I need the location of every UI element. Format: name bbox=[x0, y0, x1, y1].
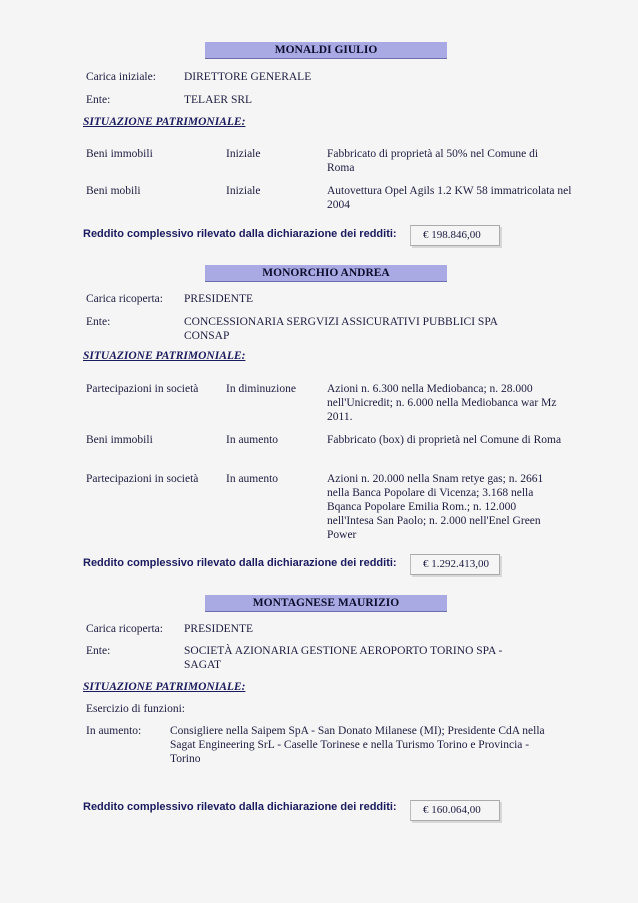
section-1-income-value: € 198.846,00 bbox=[410, 225, 500, 246]
section-2-asset-1-type: Partecipazioni in società bbox=[86, 383, 199, 395]
section-2-asset-2-desc: Fabbricato (box) di proprietà nel Comune di Roma bbox=[327, 434, 562, 446]
section-2-income-value: € 1.292.413,00 bbox=[410, 554, 500, 575]
section-1-name: MONALDI GIULIO bbox=[205, 42, 447, 59]
section-1-assets-header: SITUAZIONE PATRIMONIALE: bbox=[83, 116, 246, 128]
section-3-increase-desc: Consigliere nella Saipem SpA - San Donato Milanese (MI); Presidente CdA nella Sagat Engineering SrL - Caselle Torinese e nella Turismo Torino e Provincia - Torino bbox=[170, 725, 545, 765]
section-1-asset-2-status: Iniziale bbox=[226, 185, 261, 197]
section-2-income-label: Reddito complessivo rilevato dalla dichiarazione dei redditi: bbox=[83, 557, 397, 569]
section-2-asset-2-type: Beni immobili bbox=[86, 434, 153, 446]
section-1-entity-value: TELAER SRL bbox=[184, 94, 253, 106]
section-1-asset-1-desc: Fabbricato di proprietà al 50% nel Comune di Roma bbox=[327, 148, 539, 174]
section-3-income-value: € 160.064,00 bbox=[410, 800, 500, 821]
section-2-role-label: Carica ricoperta: bbox=[86, 293, 163, 305]
section-2-asset-2-status: In aumento bbox=[226, 434, 279, 446]
section-3-entity-value: SOCIETÀ AZIONARIA GESTIONE AEROPORTO TORINO SPA - SAGAT bbox=[184, 645, 503, 671]
section-2-name: MONORCHIO ANDREA bbox=[205, 265, 447, 282]
section-1-asset-1-type: Beni immobili bbox=[86, 148, 153, 160]
section-1-entity-label: Ente: bbox=[86, 94, 111, 106]
section-3-name: MONTAGNESE MAURIZIO bbox=[205, 595, 447, 612]
section-1-income-label: Reddito complessivo rilevato dalla dichiarazione dei redditi: bbox=[83, 228, 397, 240]
section-3-role-label: Carica ricoperta: bbox=[86, 623, 163, 635]
section-2-assets-header: SITUAZIONE PATRIMONIALE: bbox=[83, 350, 246, 362]
section-2-asset-3-desc: Azioni n. 20.000 nella Snam retye gas; n. 2661 nella Banca Popolare di Vicenza; 3.168 nella Bqanca Popolare Emilia Rom.; n. 12.000 nell'Intesa San Paolo; n. 2.000 nell'Enel Green Power bbox=[327, 473, 544, 541]
section-3-income-label: Reddito complessivo rilevato dalla dichiarazione dei redditi: bbox=[83, 801, 397, 813]
section-1-role-value: DIRETTORE GENERALE bbox=[184, 71, 312, 83]
section-1-asset-2-desc: Autovettura Opel Agils 1.2 KW 58 immatricolata nel 2004 bbox=[327, 185, 572, 211]
section-2-entity-value: CONCESSIONARIA SERGVIZI ASSICURATIVI PUBBLICI SPA CONSAP bbox=[184, 316, 498, 342]
section-3-increase-label: In aumento: bbox=[86, 725, 142, 737]
section-1-asset-2-type: Beni mobili bbox=[86, 185, 141, 197]
section-2-asset-1-desc: Azioni n. 6.300 nella Mediobanca; n. 28.000 nell'Unicredit; n. 6.000 nella Mediobanca war Mz 2011. bbox=[327, 383, 557, 423]
section-2-entity-label: Ente: bbox=[86, 316, 111, 328]
section-2-asset-1-status: In diminuzione bbox=[226, 383, 296, 395]
section-2-role-value: PRESIDENTE bbox=[184, 293, 253, 305]
section-3-entity-label: Ente: bbox=[86, 645, 111, 657]
section-3-role-value: PRESIDENTE bbox=[184, 623, 253, 635]
section-3-assets-header: SITUAZIONE PATRIMONIALE: bbox=[83, 681, 246, 693]
section-1-asset-1-status: Iniziale bbox=[226, 148, 261, 160]
section-2-asset-3-type: Partecipazioni in società bbox=[86, 473, 199, 485]
section-2-asset-3-status: In aumento bbox=[226, 473, 279, 485]
section-1-role-label: Carica iniziale: bbox=[86, 71, 156, 83]
section-3-functions-label: Esercizio di funzioni: bbox=[86, 703, 185, 715]
